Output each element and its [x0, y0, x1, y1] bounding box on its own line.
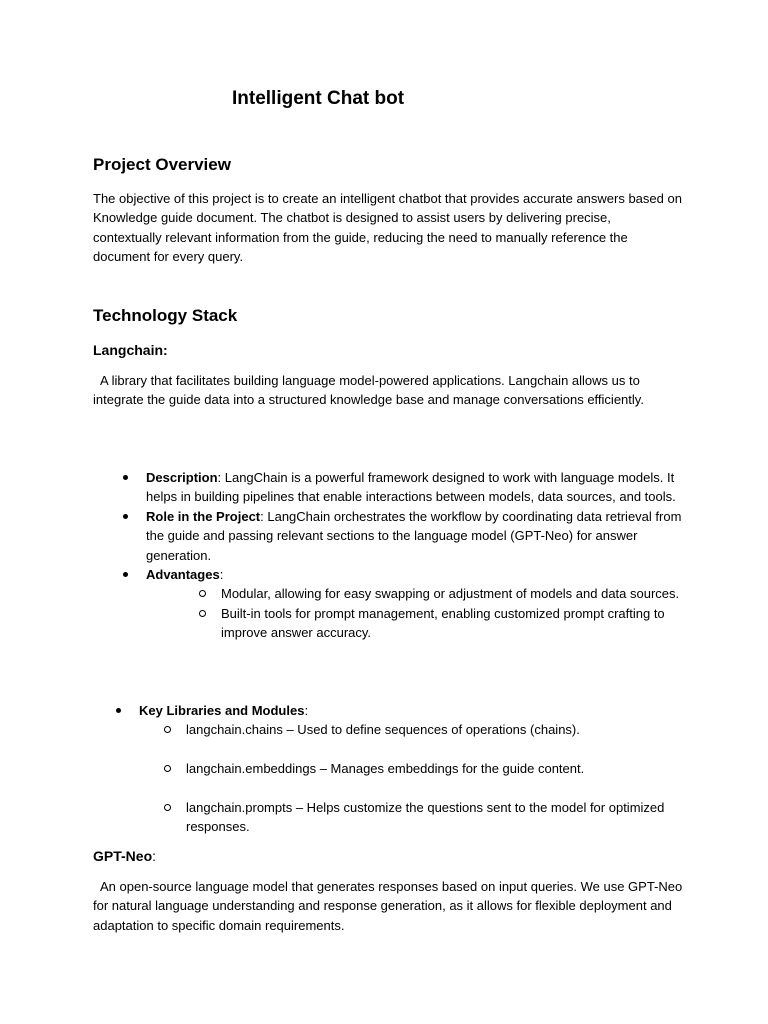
list-item-role	[146, 507, 686, 565]
advantage-item	[221, 604, 686, 643]
module-text: langchain.embeddings – Manages embeddings for the guide content.	[186, 761, 585, 777]
circle-bullet-icon	[164, 765, 171, 772]
module-item	[186, 720, 679, 739]
module-text: langchain.chains – Used to define sequences of operations (chains).	[186, 722, 580, 738]
advantage-text: Modular, allowing for easy swapping or adjustment of models and data sources.	[221, 586, 680, 602]
description-text: : LangChain is a powerful framework designed to work with language models. It helps in building pipelines that enable interactions between models, data sources, and tools.	[146, 470, 676, 505]
gptneo-heading-text: GPT-Neo	[93, 848, 153, 864]
tech-stack-heading: Technology Stack	[93, 306, 238, 325]
langchain-heading: Langchain:	[93, 342, 168, 358]
advantage-item	[221, 584, 686, 603]
bullet-icon	[123, 572, 128, 577]
advantages-label: Advantages	[146, 567, 220, 583]
modules-sublist	[139, 720, 679, 836]
advantages-colon: :	[219, 567, 224, 583]
key-libraries-colon: :	[304, 703, 309, 718]
module-item	[186, 759, 679, 778]
advantage-text: Built-in tools for prompt management, enabling customized prompt crafting to improve answer accuracy.	[221, 605, 665, 641]
gptneo-paragraph: An open-source language model that generates responses based on input queries. We use GPT-Neo for natural language understanding and response generation, as it allows for flexible deployment and adaptation to specific domain requirements.	[93, 879, 683, 933]
overview-heading: Project Overview	[93, 155, 231, 174]
bullet-icon	[123, 475, 128, 480]
key-libraries-list	[139, 701, 679, 837]
module-text: langchain.prompts – Helps customize the questions sent to the model for optimized responses.	[186, 800, 665, 835]
role-text: : LangChain orchestrates the workflow by coordinating data retrieval from the guide and passing relevant sections to the language model (GPT-Neo) for answer generation.	[146, 508, 682, 563]
bullet-icon	[123, 514, 128, 519]
gptneo-heading	[93, 848, 156, 864]
langchain-bullet-list	[146, 468, 686, 643]
description-label: Description	[146, 470, 218, 485]
module-item	[186, 798, 679, 837]
document-title: Intelligent Chat bot	[232, 88, 405, 109]
overview-paragraph: The objective of this project is to create an intelligent chatbot that provides accurate answers based on Knowledge guide document. The chatbot is designed to assist users by delivering precise, contextually relevant information from the guide, reducing the need to manually reference the document for every query.	[93, 191, 682, 265]
circle-bullet-icon	[164, 804, 171, 811]
circle-bullet-icon	[199, 610, 206, 617]
langchain-paragraph: A library that facilitates building language model-powered applications. Langchain allows us to integrate the guide data into a structured knowledge base and manage conversations efficiently.	[93, 373, 644, 408]
circle-bullet-icon	[199, 590, 206, 597]
advantages-sublist	[146, 584, 686, 642]
role-label: Role in the Project	[146, 508, 261, 524]
list-item-description	[146, 468, 686, 507]
key-libraries-label: Key Libraries and Modules	[139, 703, 305, 718]
bullet-icon	[116, 708, 121, 713]
circle-bullet-icon	[164, 726, 171, 733]
list-item-advantages	[146, 565, 686, 643]
gptneo-heading-colon: :	[152, 848, 157, 864]
list-item-key-libraries	[139, 701, 679, 837]
